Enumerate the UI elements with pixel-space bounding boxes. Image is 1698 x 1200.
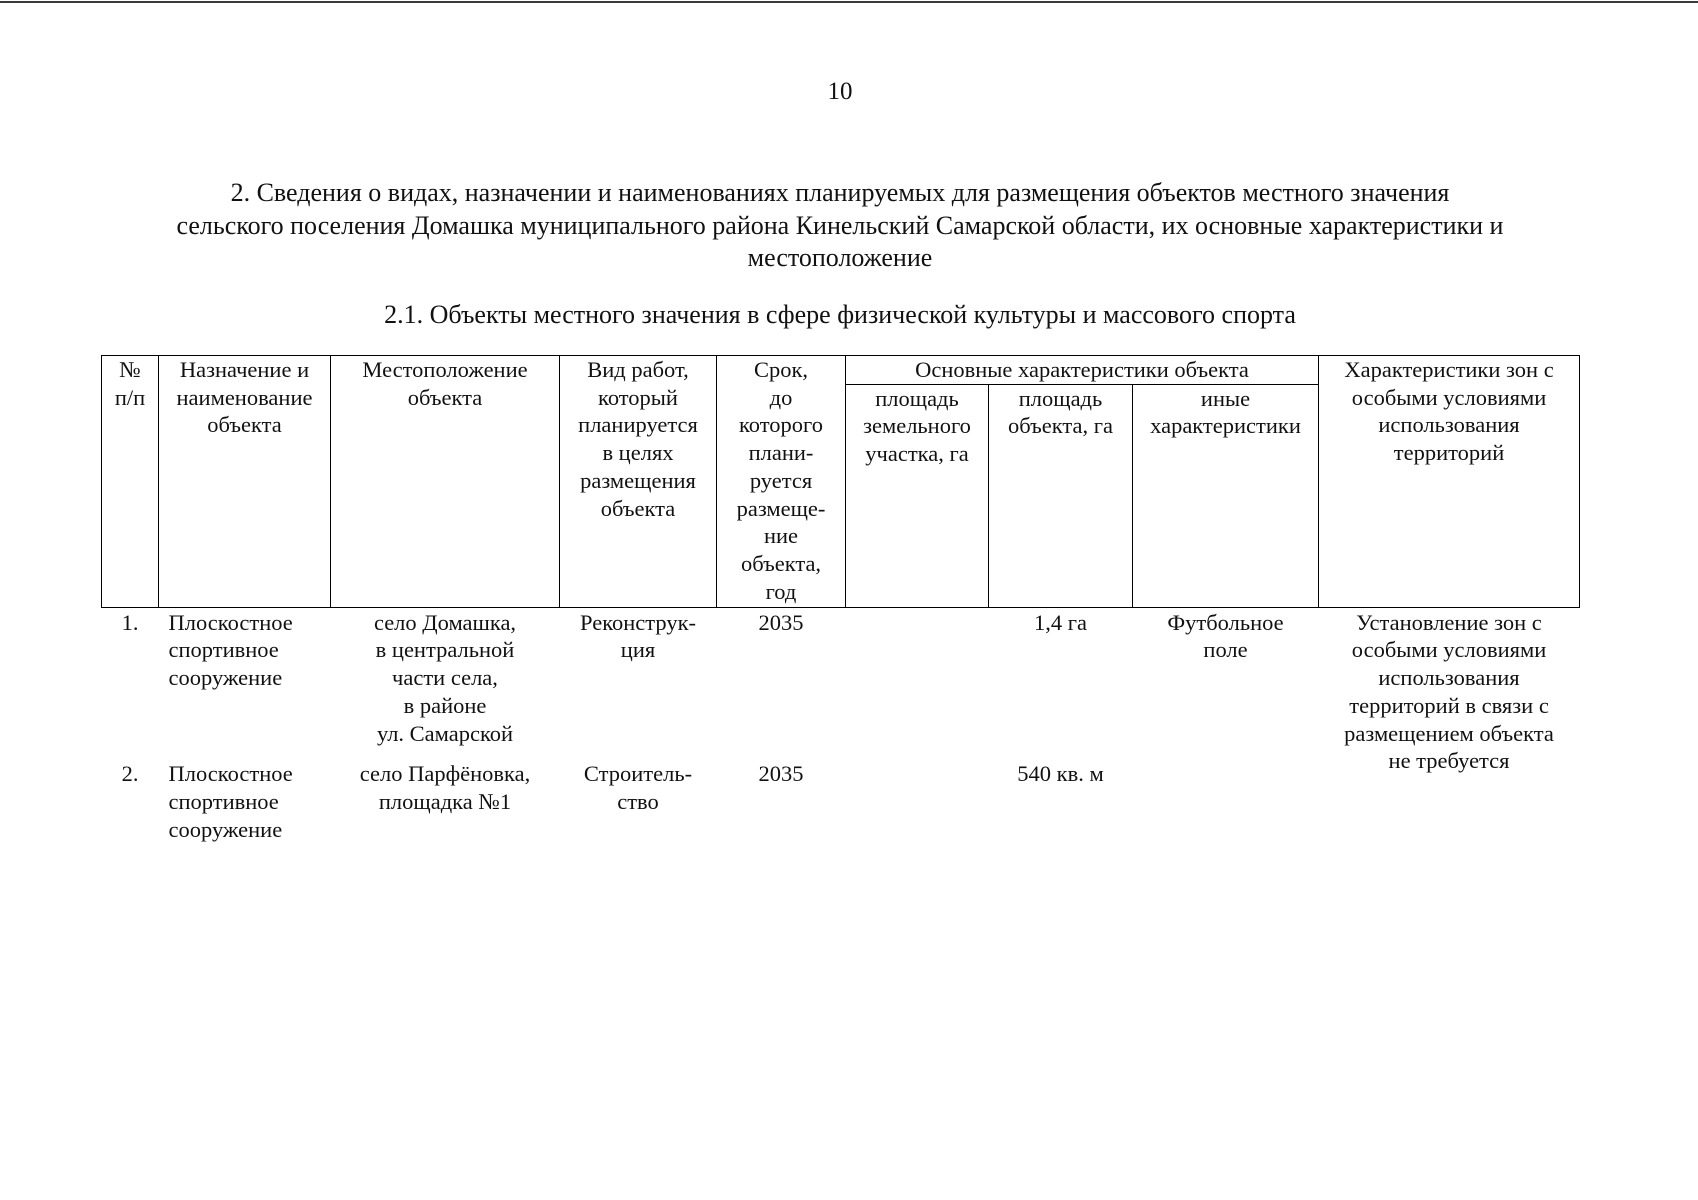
row-1-location: село Домашка, в центральной части села, в районе ул. Самарской [373,609,517,746]
table-header-row [102,356,1580,385]
table-row [102,607,1580,759]
section-heading [101,177,1579,275]
header-main-characteristics: Основные характеристики объекта [846,356,1319,385]
row-2-number: 2. [121,761,139,787]
header-number: № п/п [102,356,159,608]
page-number: 10 [827,78,853,105]
row-1-object-area: 1,4 га [1034,609,1087,635]
scan-top-edge-line [0,1,1698,3]
table-header [102,356,1580,608]
row-1-number: 1. [121,609,139,635]
subsection-heading: 2.1. Объекты местного значения в сфере физической культуры и массового спорта [384,300,1296,329]
row-2-name: Плоскостное спортивное сооружение [168,761,293,842]
section-heading-line-3: местоположение [747,243,933,272]
row-1-name: Плоскостное спортивное сооружение [168,609,293,691]
header-name: Назначение и наименование объекта [159,356,331,608]
objects-table [101,355,1580,843]
header-zones: Характеристики зон с особыми условиями использования территорий [1319,356,1580,608]
section-heading-line-2: сельского поселения Домашка муниципального района Кинельский Самарской области, их основные характеристики и [176,210,1504,240]
row-2-other-characteristics [1133,759,1319,843]
row-2-object-area: 540 кв. м [1017,761,1104,787]
section-heading-line-1: 2. Сведения о видах, назначении и наименованиях планируемых для размещения объектов местного значения [230,178,1450,207]
header-object-area: площадь объекта, га [989,384,1133,607]
row-1-work-type: Реконструк- ция [579,609,696,663]
row-2-location: село Парфёновка, площадка №1 [359,761,531,814]
header-location: Местоположение объекта [331,356,560,608]
header-work-type: Вид работ, который планируется в целях размещения объекта [560,356,717,608]
row-2-deadline: 2035 [758,761,804,787]
zones-note: Установление зон с особыми условиями использования территорий в связи с размещением объекта не требуется [1344,609,1554,774]
header-other-characteristics: иные характеристики [1133,384,1319,607]
header-land-area: площадь земельного участка, га [846,384,989,607]
table-body [102,607,1580,843]
row-2-land-area [846,759,989,843]
row-1-other-characteristics: Футбольное поле [1167,609,1284,663]
row-1-land-area [846,607,989,759]
header-deadline: Срок, до которого плани- руется размеще- ние объекта, год [717,356,846,608]
row-2-work-type: Строитель- ство [583,761,693,814]
row-1-deadline: 2035 [758,609,804,635]
